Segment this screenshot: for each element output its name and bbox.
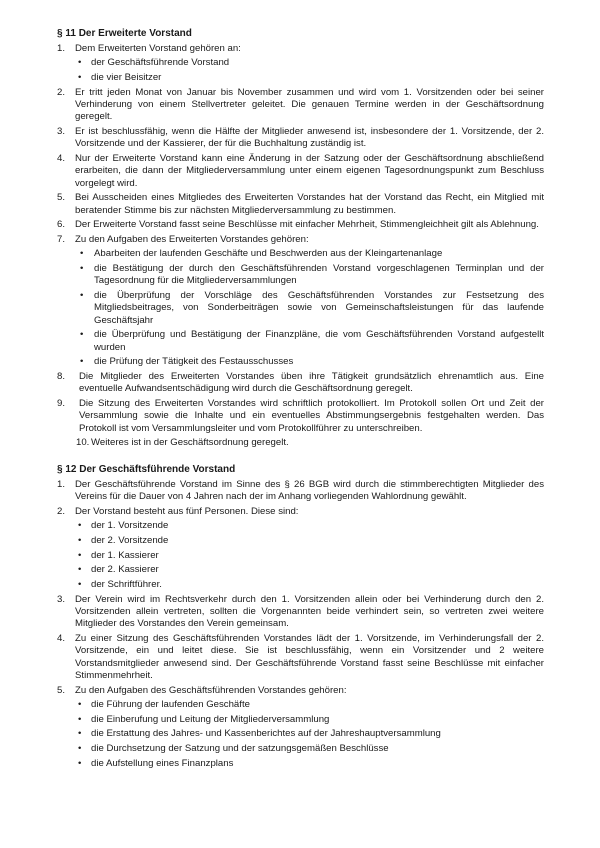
bullet-icon: • — [78, 698, 82, 710]
s12-item-1 — [57, 479, 544, 503]
s11-item-4 — [57, 153, 544, 190]
bullet-icon: • — [78, 743, 82, 755]
item-number: 9. — [57, 398, 66, 410]
s11-item-7 — [57, 234, 544, 368]
s12-item-4 — [57, 633, 544, 682]
s11-item-2 — [57, 87, 544, 124]
bullet-icon: • — [80, 290, 84, 302]
item-number: 1. — [57, 478, 66, 490]
bullet-list — [75, 520, 544, 591]
item-number: 8. — [57, 371, 66, 383]
section-12-heading: § 12 Der Geschäftsführende Vorstand — [57, 463, 236, 475]
bullet-list — [75, 248, 544, 368]
item-text: Dem Erweiterten Vorstand gehören an: — [75, 43, 241, 55]
list-item: • die Erstattung des Jahres- und Kassenberichtes auf der Jahreshauptversammlung — [78, 728, 441, 740]
bullet-icon: • — [80, 356, 84, 368]
s11-item-5 — [57, 192, 544, 216]
list-item: • der 2. Vorsitzende — [78, 534, 169, 546]
item-text: Zu den Aufgaben des Erweiterten Vorstandes gehören: — [75, 234, 309, 246]
item-number: 4. — [57, 153, 66, 165]
s12-item-3 — [57, 594, 544, 631]
bullet-icon: • — [78, 579, 82, 591]
item-text: Der Geschäftsführende Vorstand im Sinne des § 26 BGB wird durch die stimmberechtigten Mitglieder des Vereins für die Dauer von 4 Jahren nach der im Anhang vorliegenden Wahlordnung gewählt. — [75, 478, 544, 503]
bullet-icon: • — [78, 713, 82, 725]
item-number: 7. — [57, 234, 66, 246]
item-text: Der Vorstand besteht aus fünf Personen. Diese sind: — [75, 505, 299, 517]
s11-item-8 — [57, 371, 544, 395]
item-number: 3. — [57, 126, 66, 138]
bullet-icon: • — [78, 564, 82, 576]
bullet-icon: • — [78, 534, 82, 546]
bullet-icon: • — [80, 248, 84, 260]
list-item: • die Bestätigung der durch den Geschäftsführenden Vorstand vorgeschlagenen Terminplan und der Tagesordnung für die Mitgliederversammlungen — [80, 263, 544, 287]
item-text: Die Sitzung des Erweiterten Vorstandes wird schriftlich protokolliert. Im Protokoll sollen Ort und Zeit der Versammlung sowie die Inhalte und ein eventuelles Abstimmungsergebnis festgehalten werden. Das Protokoll ist vom Versammlungsleiter und vom Protokollführer zu unterschreiben. — [79, 398, 544, 434]
s12-item-5 — [57, 685, 544, 771]
s12-item-2 — [57, 506, 544, 592]
list-item: • der 2. Kassierer — [78, 564, 159, 576]
item-text: Nur der Erweiterte Vorstand kann eine Änderung in der Satzung oder der Geschäftsordnung abschließend erarbeiten, die dann der Mitgliederversammlung unter einem eigenen Tagesordnungspunkt zum Beschluss vorgelegt wird. — [75, 153, 544, 189]
item-number: 3. — [57, 594, 66, 605]
item-text: Er ist beschlussfähig, wenn die Hälfte der Mitglieder anwesend ist, insbesondere der 1. Vorsitzende, der 2. Vorsitzende und der Kassierer, der für die Buchhaltung zuständig ist. — [75, 126, 544, 150]
item-text: Er tritt jeden Monat von Januar bis November zusammen und wird vom 1. Vorsitzenden oder bei seiner Verhinderung von einem Stellvertreter geleitet. Die genauen Termine werden in der Geschäftsordnung geregelt. — [75, 87, 544, 123]
list-item: • die Prüfung der Tätigkeit des Festausschusses — [80, 356, 294, 368]
list-item: • die Durchsetzung der Satzung und der satzungsgemäßen Beschlüsse — [78, 743, 389, 755]
bullet-icon: • — [80, 263, 84, 275]
s11-item-6 — [57, 219, 544, 231]
list-item: • die vier Beisitzer — [78, 72, 162, 84]
list-item: • die Aufstellung eines Finanzplans — [78, 758, 234, 769]
item-number: 10. — [76, 437, 90, 449]
list-item: • der Schriftführer. — [78, 579, 162, 591]
bullet-list — [75, 57, 544, 84]
bullet-icon: • — [78, 549, 82, 561]
item-number: 5. — [57, 192, 66, 204]
item-number: 2. — [57, 505, 66, 517]
item-text: Bei Ausscheiden eines Mitgliedes des Erweiterten Vorstandes hat der Vorstand das Recht, ein Mitglied mit beratender Stimme bis zur nächsten Mitgliederversammlung zu bestimmen. — [75, 192, 544, 216]
item-text: Der Verein wird im Rechtsverkehr durch den 1. Vorsitzenden allein oder bei Verhinderung durch den 2. Vorsitzenden allein vertreten, sollten die Vorgenannten beide verhindert sein, so vertreten zwei weitere Mitglieder des Vorstandes den Verein gemeinsam. — [75, 594, 544, 630]
bullet-list — [75, 699, 544, 770]
s11-item-10 — [57, 437, 544, 449]
s11-item-1 — [57, 43, 544, 84]
list-item: • die Überprüfung und Bestätigung der Finanzpläne, die vom Geschäftsführenden Vorstand aufgestellt wurden — [80, 329, 544, 353]
s11-item-3 — [57, 126, 544, 150]
bullet-icon: • — [78, 57, 82, 69]
item-number: 4. — [57, 633, 66, 645]
document-page — [57, 28, 544, 773]
list-item: • der Geschäftsführende Vorstand — [78, 57, 230, 69]
list-item: • der 1. Vorsitzende — [78, 520, 169, 532]
bullet-icon: • — [80, 329, 84, 341]
item-text: Zu den Aufgaben des Geschäftsführenden Vorstandes gehören: — [75, 684, 347, 696]
item-number: 1. — [57, 43, 66, 55]
section-11-heading: § 11 Der Erweiterte Vorstand — [57, 28, 192, 39]
list-item: • der 1. Kassierer — [78, 549, 159, 561]
list-item: • die Einberufung und Leitung der Mitgliederversammlung — [78, 713, 330, 725]
item-number: 5. — [57, 684, 66, 696]
bullet-icon: • — [78, 72, 82, 84]
s11-item-9 — [57, 398, 544, 435]
bullet-icon: • — [78, 520, 82, 532]
item-text: Zu einer Sitzung des Geschäftsführenden Vorstandes lädt der 1. Vorsitzende, im Verhinderungsfall der 2. Vorsitzende, ein und leitet diese. Sie ist beschlussfähig, wenn ein Vorsitzender und 2 weitere Vorstandsmitglieder anwesend sind. Der Geschäftsführende Vorstand fasst seine Beschlüsse mit einfacher Stimmenmehrheit. — [75, 633, 544, 681]
bullet-icon: • — [78, 728, 82, 740]
list-item: • die Überprüfung der Vorschläge des Geschäftsführenden Vorstandes zur Festsetzung des Mitgliedsbeitrages, von Sonderbeiträgen sowie von Gemeinschaftsleistungen für das laufende Geschäftsjahr — [80, 290, 544, 326]
list-item: • die Führung der laufenden Geschäfte — [78, 698, 250, 710]
list-item: • Abarbeiten der laufenden Geschäfte und Beschwerden aus der Kleingartenanlage — [80, 248, 443, 260]
item-text: Weiteres ist in der Geschäftsordnung geregelt. — [91, 437, 289, 449]
item-number: 2. — [57, 87, 66, 98]
bullet-icon: • — [78, 758, 82, 769]
item-text: Der Erweiterte Vorstand fasst seine Beschlüsse mit einfacher Mehrheit, Stimmengleichheit gilt als Ablehnung. — [75, 219, 539, 231]
item-number: 6. — [57, 219, 66, 231]
item-text: Die Mitglieder des Erweiterten Vorstandes üben ihre Tätigkeit grundsätzlich ehrenamtlich aus. Eine eventuelle Aufwandsentschädigung wird durch die Geschäftsordnung geregelt. — [79, 371, 544, 395]
